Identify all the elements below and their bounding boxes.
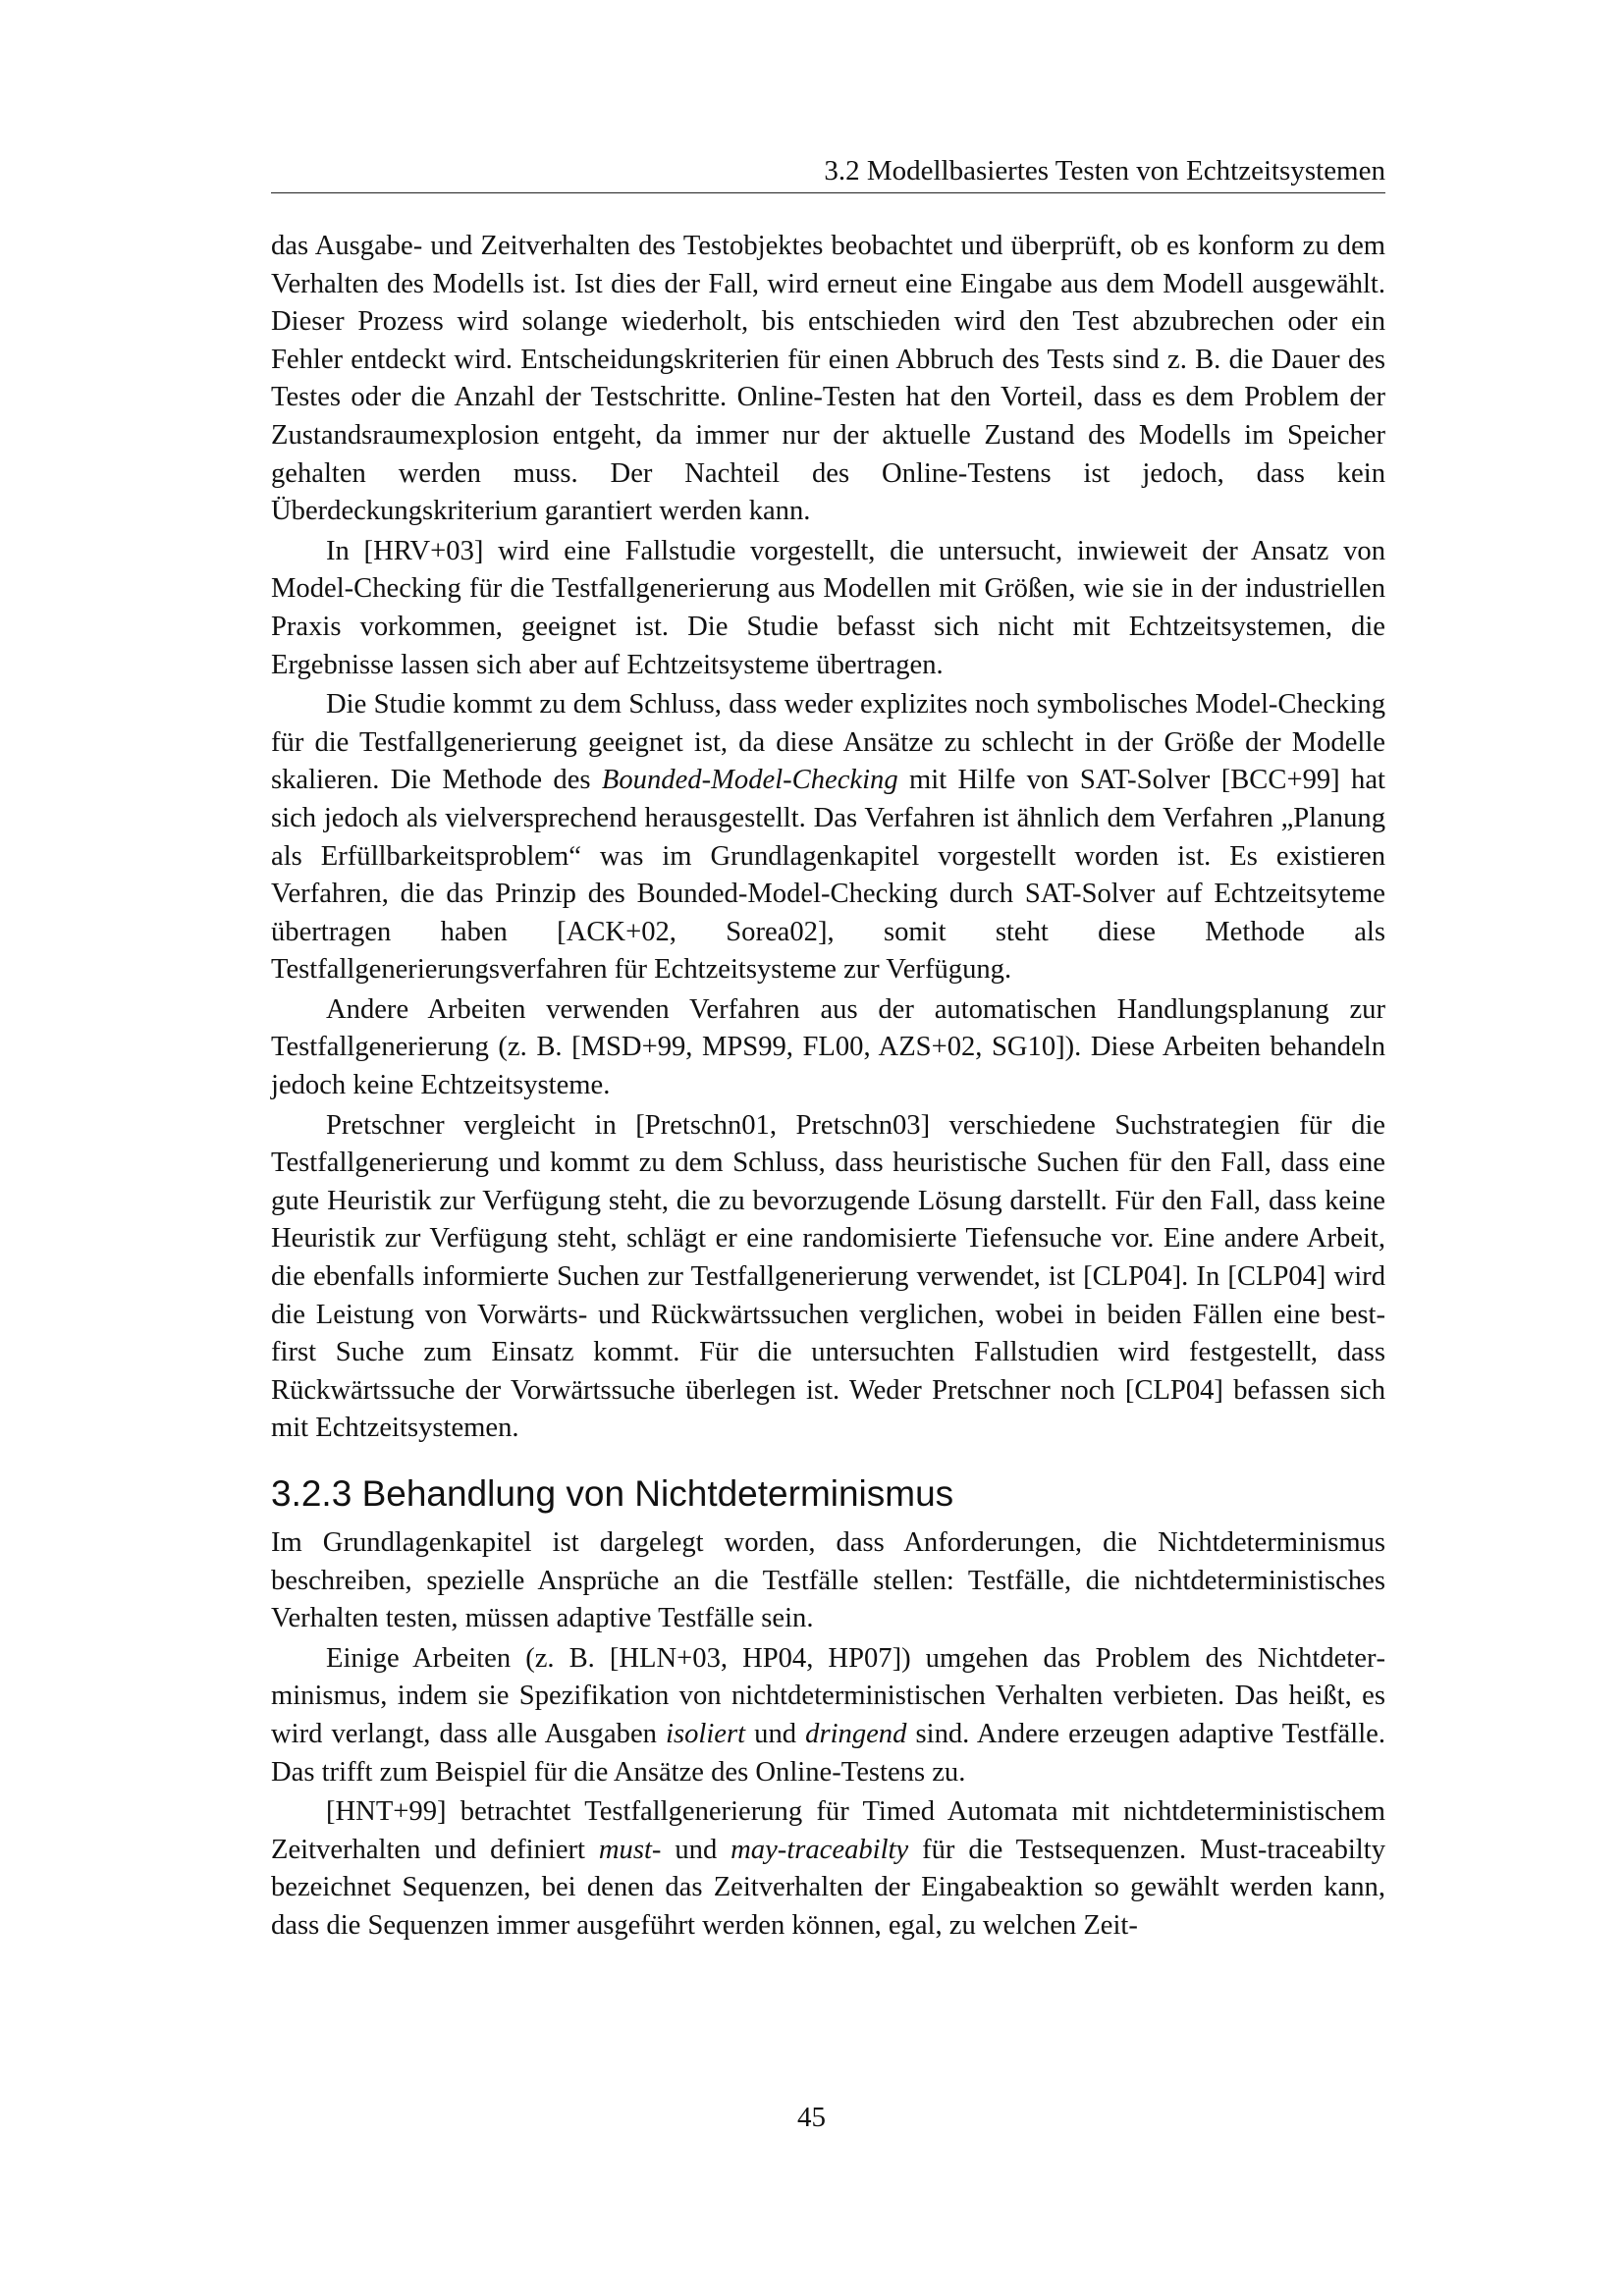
section-paragraph-2 [271, 1640, 1385, 1791]
paragraph-3-text-a: Die Studie kommt zu dem Schluss, dass weder explizites noch symbolisches Model-Checking für die Testfallgenerierung geeignet ist, da diese Ansätze zu schlecht in der Größe der Modelle skalieren. Die Methode des [271, 689, 1385, 796]
emphasis-may-traceabilty: may-traceabilty [730, 1834, 909, 1865]
section-paragraph-3 [271, 1793, 1385, 1945]
paragraph-2: In [HRV+03] wird eine Fallstudie vorgestellt, die untersucht, inwieweit der Ansatz von Model-Checking für die Testfallgenerierung aus Modellen mit Größen, wie sie in der industriellen Praxis vorkommen, geeignet ist. Die Studie befasst sich nicht mit Echtzeitsystemen, die Ergebnisse lassen sich aber auf Echtzeitsysteme übertragen. [271, 535, 1385, 680]
body-text [271, 228, 1385, 1946]
emphasis-must: must [598, 1834, 652, 1865]
emphasis-bounded-model-checking: Bounded-Model-Checking [601, 765, 898, 796]
section-paragraph-3-text-a: [HNT+99] betrachtet Testfallgenerierung für Timed Automata mit nichtdeterministischem Zeitverhalten und definiert [271, 1796, 1385, 1865]
running-header: 3.2 Modellbasiertes Testen von Echtzeitsystemen [271, 153, 1385, 193]
paragraph-4: Andere Arbeiten verwenden Verfahren aus der automatischen Handlungsplanung zur Testfallgenerierung (z. B. [MSD+99, MPS99, FL00, AZS+02, SG10]). Diese Arbeiten behandeln jedoch keine Echtzeitsysteme. [271, 993, 1385, 1101]
emphasis-isoliert: isoliert [666, 1718, 746, 1749]
section-heading: 3.2.3 Behandlung von Nichtdeterminismus [271, 1473, 954, 1514]
page-number: 45 [797, 2102, 826, 2133]
section-paragraph-2-text-b: und [745, 1718, 806, 1749]
section-paragraph-2-text-a: Einige Arbeiten (z. B. [HLN+03, HP04, HP07]) umgehen das Problem des Nichtdeterminismus, indem sie Spezifikation von nichtdeterministischen Verhalten verbieten. Das heißt, es wird verlangt, dass alle Ausgaben [271, 1642, 1385, 1749]
paragraph-3-text-b: mit Hilfe von SAT-Solver [BCC+99] hat sich jedoch als vielversprechend herausgestellt. Das Verfahren ist ähnlich dem Verfahren „Planung als Erfüllbarkeitsproblem“ was im Grundlagenkapitel vorgestellt worden ist. Es existieren Verfahren, die das Prinzip des Bounded-Model-Checking durch SAT-Solver auf Echtzeitsyteme übertragen haben [ACK+02, Sorea02], somit steht diese Methode als Testfallgenerierungsverfahren für Echtzeitsysteme zur Verfügung. [271, 765, 1385, 986]
section-paragraph-2-text-c: sind. Andere erzeugen adaptive Testfälle. Das trifft zum Beispiel für die Ansätze des Online-Testens zu. [271, 1718, 1385, 1788]
paragraph-1: das Ausgabe- und Zeitverhalten des Testobjektes beobachtet und überprüft, ob es konform zu dem Verhalten des Modells ist. Ist dies der Fall, wird erneut eine Eingabe aus dem Modell ausgewählt. Dieser Prozess wird solange wiederholt, bis entschieden wird den Test abzubrechen oder ein Fehler entdeckt wird. Entscheidungskriterien für einen Abbruch des Tests sind z. B. die Dauer des Testes oder die Anzahl der Testschritte. Online-Testen hat den Vorteil, dass es dem Problem der Zustandsraumexplosion entgeht, da immer nur der aktuelle Zustand des Modells im Speicher gehalten werden muss. Der Nachteil des Online-Testens ist jedoch, dass kein Überdeckungskriterium garantiert werden kann. [271, 231, 1385, 527]
paragraph-3 [271, 686, 1385, 989]
section-paragraph-3-text-c: für die Testsequenzen. Must-traceabilty bezeichnet Sequenzen, bei denen das Zeitverhalten der Eingabeaktion so gewählt werden kann, dass die Sequenzen immer ausgeführt werden können, egal, zu welchen Zeit- [271, 1834, 1385, 1941]
emphasis-dringend: dringend [805, 1718, 907, 1749]
section-paragraph-1: Im Grundlagenkapitel ist dargelegt worden, dass Anforderungen, die Nichtdeterminismus beschreiben, spezielle Ansprüche an die Testfälle stellen: Testfälle, die nichtdeterministisches Verhalten testen, müssen adaptive Testfälle sein. [271, 1527, 1385, 1634]
paragraph-5: Pretschner vergleicht in [Pretschn01, Pretschn03] verschiedene Suchstrategien für die Testfallgenerierung und kommt zu dem Schluss, dass heuristische Suchen für den Fall, dass eine gute Heuristik zur Verfügung steht, die zu bevorzugende Lösung darstellt. Für den Fall, dass keine Heuristik zur Verfügung steht, schlägt er eine randomisierte Tiefensuche vor. Eine andere Arbeit, die ebenfalls informierte Suchen zur Testfallgenerierung verwendet, ist [CLP04]. In [CLP04] wird die Leistung von Vorwärts- und Rückwärtssuchen verglichen, wobei in beiden Fällen eine best-first Suche zum Einsatz kommt. Für die untersuchten Fallstudien wird festgestellt, dass Rückwärtssuche der Vorwärtssuche überlegen ist. Weder Pretschner noch [CLP04] befassen sich mit Echtzeitsystemen. [271, 1109, 1385, 1444]
section-paragraph-3-text-b: - und [651, 1834, 731, 1865]
